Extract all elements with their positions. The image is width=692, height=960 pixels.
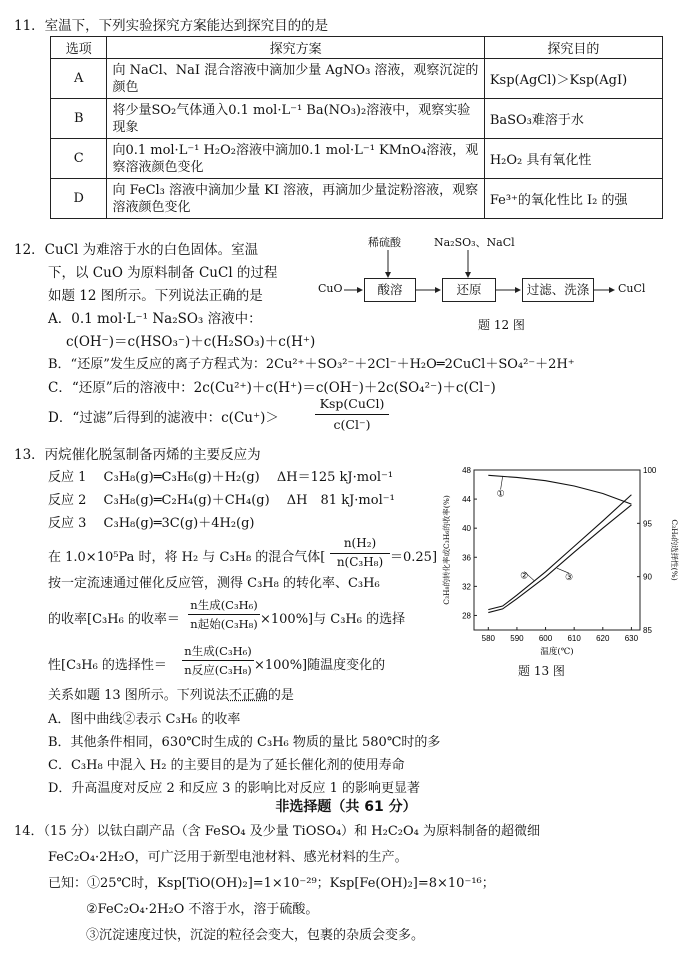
- fraction-bar: [188, 614, 260, 615]
- fraction-bar: [182, 660, 254, 661]
- q13-option-c: C．C₃H₈ 中混入 H₂ 的主要目的是为了延长催化剂的使用寿命: [48, 758, 405, 773]
- y-tick-label: 40: [462, 524, 471, 534]
- fraction-bar: [315, 414, 389, 415]
- q11-table: [50, 36, 663, 219]
- header-plan: 探究方案: [107, 37, 484, 59]
- series-leader: [501, 476, 503, 489]
- y2-axis-label: C₃H₆的选择性(%): [670, 519, 679, 581]
- q13-option-b: B．其他条件相同，630℃时生成的 C₃H₆ 物质的量比 580℃时的多: [48, 735, 441, 750]
- reagent-na2so3-nacl: Na₂SO₃、NaCl: [434, 236, 515, 249]
- row-key: B: [51, 99, 107, 139]
- q13-para-3-prefix: 的收率[C₃H₆ 的收率＝: [48, 612, 180, 627]
- x-tick-label: 600: [538, 634, 553, 643]
- q12-option-b: B．“还原”发生反应的离子方程式为：2Cu²⁺＋SO₃²⁻＋2Cl⁻＋H₂O═2CuCl＋SO₄²⁻＋2H⁺: [48, 357, 575, 372]
- q12-option-a-2: c(OH⁻)＝c(HSO₃⁻)＋c(H₂SO₃)＋c(H⁺): [66, 334, 316, 350]
- q13-para-5-suffix: 的是: [267, 688, 294, 703]
- header-option: 选项: [51, 37, 107, 59]
- q14-stem-1: 14．（15 分）以钛白副产品（含 FeSO₄ 及少量 TiOSO₄）和 H₂C₂O₄ 为原料制备的超微细: [14, 824, 540, 839]
- flow-box-filter-wash: 过滤、洗涤: [522, 278, 594, 302]
- x-axis-label: 温度(℃): [540, 647, 574, 657]
- q13-yield-denominator: n起始(C₃H₈): [190, 617, 258, 631]
- y-tick-label: 48: [462, 466, 471, 475]
- header-goal: 探究目的: [484, 37, 662, 59]
- y-tick-label: 28: [462, 611, 471, 621]
- y2-tick-label: 85: [643, 626, 652, 635]
- q13-chart: [440, 460, 680, 680]
- q14-known-3: ③沉淀速度过快，沉淀的粒径会变大，包裹的杂质会变多。: [86, 928, 425, 943]
- x-tick-label: 590: [510, 634, 524, 643]
- table-row: [51, 179, 663, 219]
- y-tick-label: 32: [462, 582, 471, 592]
- row-goal: Fe³⁺的氧化性比 I₂ 的强: [484, 179, 662, 219]
- flow-end: CuCl: [618, 282, 646, 295]
- flow-box-reduce: 还原: [442, 278, 496, 302]
- y2-tick-label: 100: [643, 466, 657, 475]
- series-label: ①: [496, 489, 505, 500]
- y-tick-label: 44: [462, 495, 471, 505]
- q13-selectivity-denominator: n反应(C₃H₈): [184, 663, 252, 677]
- flow-box-acid-dissolve: 酸溶: [364, 278, 416, 302]
- row-goal: BaSO₃难溶于水: [484, 99, 662, 139]
- row-goal: H₂O₂ 具有氧化性: [484, 139, 662, 179]
- series-line-2: [488, 495, 631, 610]
- series-label: ②: [520, 571, 529, 582]
- row-goal: Ksp(AgCl)＞Ksp(AgI): [484, 59, 662, 99]
- q13-reaction-1: 反应 1 C₃H₈(g)═C₃H₆(g)＋H₂(g) ΔH＝125 kJ·mol⁻¹: [48, 470, 394, 485]
- table-row: [51, 99, 663, 139]
- row-plan: 将少量SO₂气体通入0.1 mol·L⁻¹ Ba(NO₃)₂溶液中，观察实验现象: [107, 99, 484, 139]
- q12-option-a-1: A．0.1 mol·L⁻¹ Na₂SO₃ 溶液中：: [48, 311, 262, 327]
- q13-para-4-prefix: 性[C₃H₆ 的选择性＝: [48, 658, 167, 673]
- q12-option-d-denominator: c(Cl⁻): [333, 417, 371, 432]
- q14-stem-2: FeC₂O₄·2H₂O，可广泛用于新型电池材料、感光材料的生产。: [48, 850, 408, 865]
- q12-stem-2: 下，以 CuO 为原料制备 CuCl 的过程: [48, 265, 278, 281]
- q13-reaction-2: 反应 2 C₃H₈(g)═C₂H₄(g)＋CH₄(g) ΔH 81 kJ·mol⁻¹: [48, 493, 395, 508]
- q12-flow-diagram: [318, 232, 678, 332]
- q13-stem: 13．丙烷催化脱氢制备丙烯的主要反应为: [14, 447, 261, 463]
- y-tick-label: 36: [462, 553, 471, 563]
- series-label: ③: [564, 573, 574, 584]
- row-plan: 向 NaCl、NaI 混合溶液中滴加少量 AgNO₃ 溶液，观察沉淀的颜色: [107, 59, 484, 99]
- q13-para-4-suffix: ×100%]随温度变化的: [254, 658, 386, 673]
- reagent-dilute-sulfuric-acid: 稀硫酸: [368, 236, 401, 249]
- table-row: [51, 59, 663, 99]
- q13-para-2: 按一定流速通过催化反应管，测得 C₃H₈ 的转化率、C₃H₆: [48, 576, 380, 591]
- table-row: [51, 139, 663, 179]
- q14-known-2: ②FeC₂O₄·2H₂O 不溶于水，溶于硫酸。: [86, 902, 319, 917]
- q14-known-1: 已知：①25℃时，Ksp[TiO(OH)₂]=1×10⁻²⁹；Ksp[Fe(OH)₂]=8×10⁻¹⁶；: [48, 876, 495, 891]
- q12-option-c: C．“还原”后的溶液中：2c(Cu²⁺)＋c(H⁺)＝c(OH⁻)＋2c(SO₄²⁻)＋c(Cl⁻): [48, 380, 496, 396]
- row-key: C: [51, 139, 107, 179]
- emphasis-not-correct: 不正确: [228, 688, 268, 703]
- q13-option-a: A．图中曲线②表示 C₃H₆ 的收率: [48, 712, 241, 727]
- q13-para-3-suffix: ×100%]与 C₃H₆ 的选择: [260, 612, 406, 627]
- y-axis-label: C₃H₈的转化率或C₃H₆的收率(%): [442, 495, 451, 605]
- flow-start: CuO: [318, 282, 343, 295]
- row-key: D: [51, 179, 107, 219]
- q13-yield-numerator: n生成(C₃H₆): [190, 598, 258, 612]
- q12-stem-3: 如题 12 图所示。下列说法正确的是: [48, 288, 263, 304]
- row-plan: 向0.1 mol·L⁻¹ H₂O₂溶液中滴加0.1 mol·L⁻¹ KMnO₄溶液，观察溶液颜色变化: [107, 139, 484, 179]
- row-plan: 向 FeCl₃ 溶液中滴加少量 KI 溶液，再滴加少量淀粉溶液，观察溶液颜色变化: [107, 179, 484, 219]
- figure-13-caption: 题 13 图: [518, 664, 565, 678]
- q13-option-d: D．升高温度对反应 2 和反应 3 的影响比对反应 1 的影响更显著: [48, 781, 421, 796]
- q13-para-1-prefix: 在 1.0×10⁵Pa 时，将 H₂ 与 C₃H₈ 的混合气体[: [48, 550, 326, 565]
- series-line-1: [488, 475, 631, 504]
- q13-ratio-denominator: n(C₃H₈): [336, 555, 384, 569]
- y2-tick-label: 90: [643, 572, 652, 582]
- q13-para-1-suffix: ＝0.25]: [390, 550, 438, 565]
- section-title: 非选择题（共 61 分）: [275, 799, 417, 815]
- x-tick-label: 610: [567, 634, 581, 643]
- q13-ratio-numerator: n(H₂): [343, 536, 377, 550]
- q12-option-d-numerator: Ksp(CuCl): [319, 396, 385, 411]
- x-tick-label: 630: [624, 634, 639, 643]
- q13-chart-svg: [440, 460, 680, 680]
- q11-stem: 11．室温下，下列实验探究方案能达到探究目的的是: [14, 18, 329, 34]
- q12-option-d-prefix: D．“过滤”后得到的滤液中：c(Cu⁺)＞: [48, 410, 279, 426]
- q13-selectivity-numerator: n生成(C₃H₆): [184, 644, 252, 658]
- q13-para-5: [48, 684, 294, 703]
- x-tick-label: 620: [596, 634, 610, 643]
- x-tick-label: 580: [481, 634, 495, 643]
- fraction-bar: [330, 553, 390, 554]
- figure-12-caption: 题 12 图: [478, 318, 525, 332]
- row-key: A: [51, 59, 107, 99]
- q12-stem-1: 12．CuCl 为难溶于水的白色固体。室温: [14, 242, 259, 258]
- y2-tick-label: 95: [643, 519, 652, 529]
- table-header-row: [51, 37, 663, 59]
- q13-para-5-prefix: 关系如题 13 图所示。下列说法: [48, 688, 229, 703]
- q13-reaction-3: 反应 3 C₃H₈(g)═3C(g)＋4H₂(g): [48, 516, 255, 531]
